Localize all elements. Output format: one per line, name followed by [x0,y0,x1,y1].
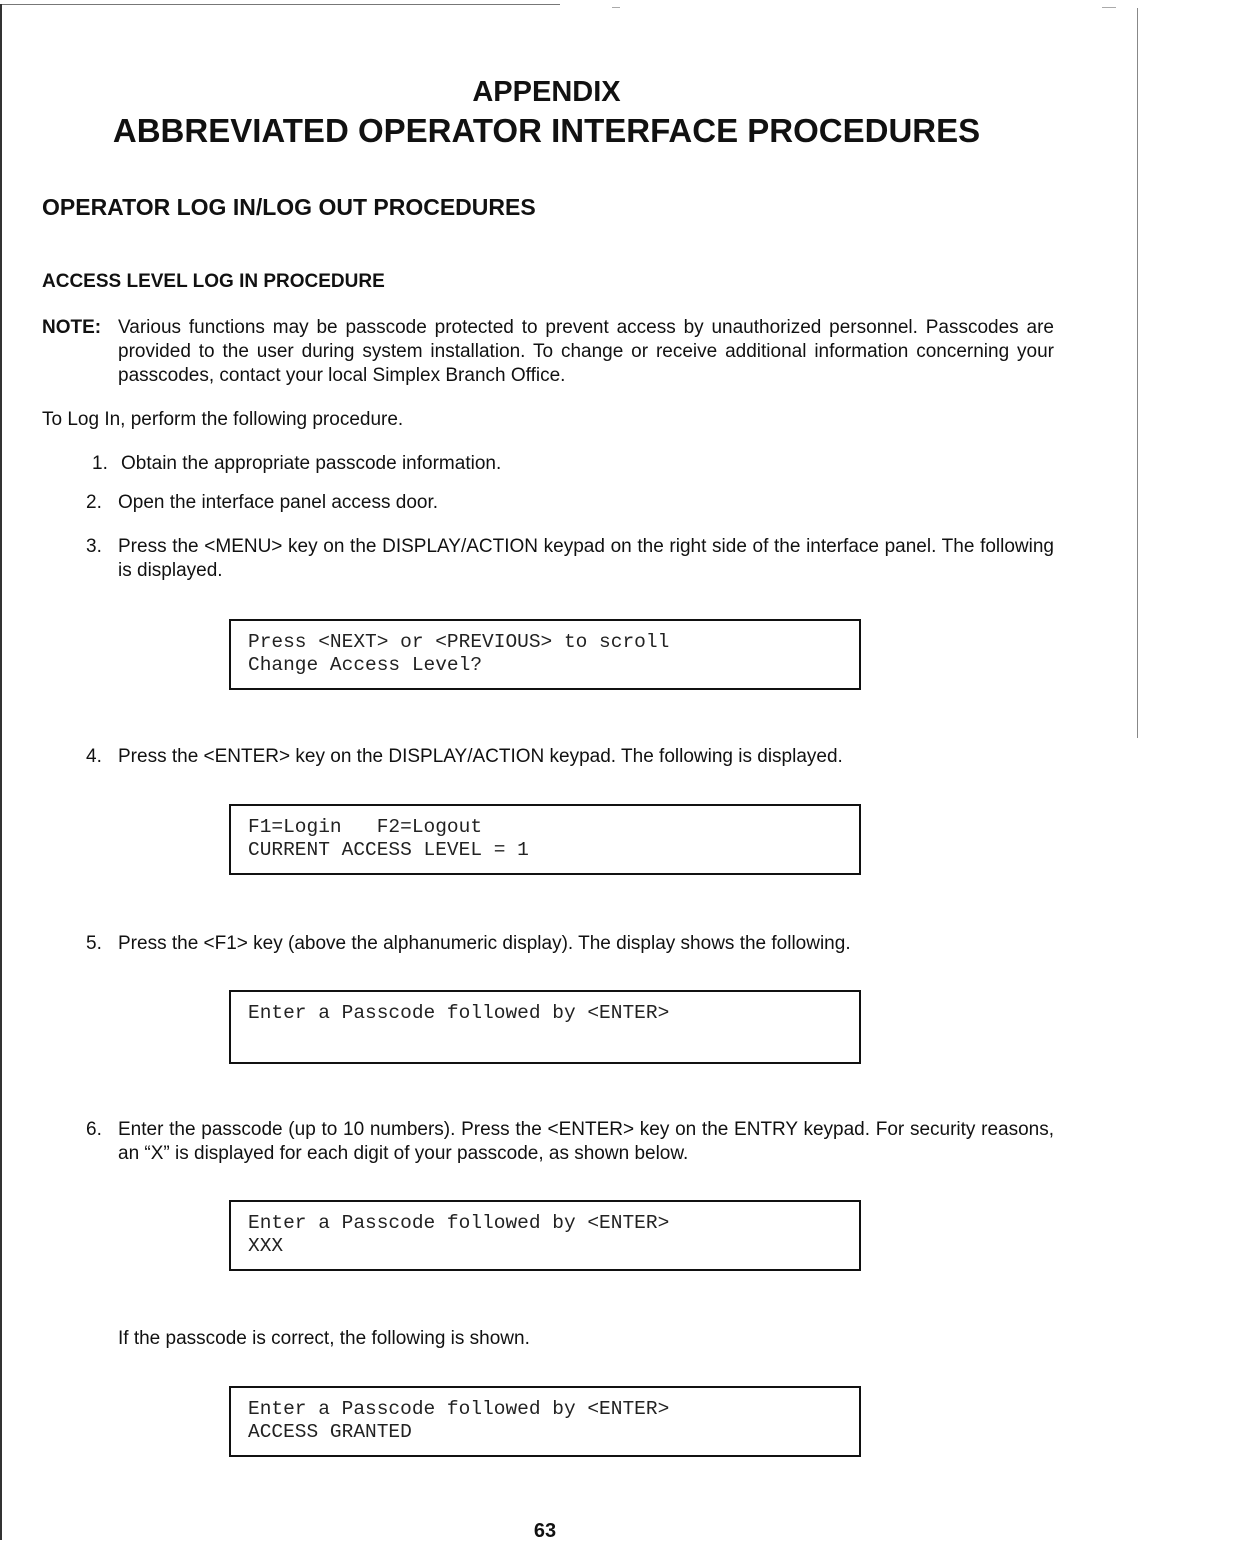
lcd-display [229,990,861,1064]
scan-mark [612,7,620,8]
lcd-line-1: Press <NEXT> or <PREVIOUS> to scroll [248,631,670,653]
step-number: 2. [86,492,102,513]
lcd-display [229,1200,861,1271]
step-number: 1. [92,453,108,474]
step-text: Obtain the appropriate passcode information. [121,453,502,474]
step-text: Enter the passcode (up to 10 numbers). Press the <ENTER> key on the ENTRY keypad. For security reasons, an “X” is displayed for each digit of your passcode, as shown below. [118,1119,1054,1164]
lcd-line-1: Enter a Passcode followed by <ENTER> [248,1398,670,1420]
subsection-heading: ACCESS LEVEL LOG IN PROCEDURE [42,271,385,292]
appendix-title: APPENDIX [472,76,621,108]
step-text: Open the interface panel access door. [118,492,439,513]
lcd-display [229,804,861,875]
step-text: Press the <F1> key (above the alphanumeric display). The display shows the following. [118,933,851,954]
lcd-line-1: F1=Login F2=Logout [248,816,483,838]
note-text: Various functions may be passcode protected to prevent access by unauthorized personnel. Passcodes are provided to the user during system installation. To change or receive additional information concerning your passcodes, contact your local Simplex Branch Office. [118,317,1054,386]
scan-edge-left [0,4,2,1540]
section-heading: OPERATOR LOG IN/LOG OUT PROCEDURES [42,194,536,220]
lcd-display [229,1386,861,1457]
step-text: Press the <ENTER> key on the DISPLAY/ACTION keypad. The following is displayed. [118,746,843,767]
step-text: Press the <MENU> key on the DISPLAY/ACTION keypad on the right side of the interface panel. The following is displayed. [118,536,1054,581]
lcd-display [229,619,861,690]
step-number: 6. [86,1119,102,1140]
lcd-line-1: Enter a Passcode followed by <ENTER> [248,1002,670,1024]
lcd-line-1: Enter a Passcode followed by <ENTER> [248,1212,670,1234]
scan-edge-top [0,4,560,5]
lcd-line-2: ACCESS GRANTED [248,1421,412,1443]
step-number: 4. [86,746,102,767]
page-number: 63 [533,1520,557,1542]
correct-passcode-text: If the passcode is correct, the following is shown. [118,1328,530,1349]
lcd-line-2: Change Access Level? [248,654,483,676]
scan-edge-right [1137,8,1138,738]
lcd-line-2: XXX [248,1235,284,1257]
step-number: 3. [86,536,102,557]
note-label: NOTE: [42,317,102,338]
step-number: 5. [86,933,102,954]
intro-text: To Log In, perform the following procedure. [42,409,404,430]
scan-mark [1102,7,1116,8]
lcd-line-2: CURRENT ACCESS LEVEL = 1 [248,839,529,861]
main-title: ABBREVIATED OPERATOR INTERFACE PROCEDURES [112,112,981,149]
